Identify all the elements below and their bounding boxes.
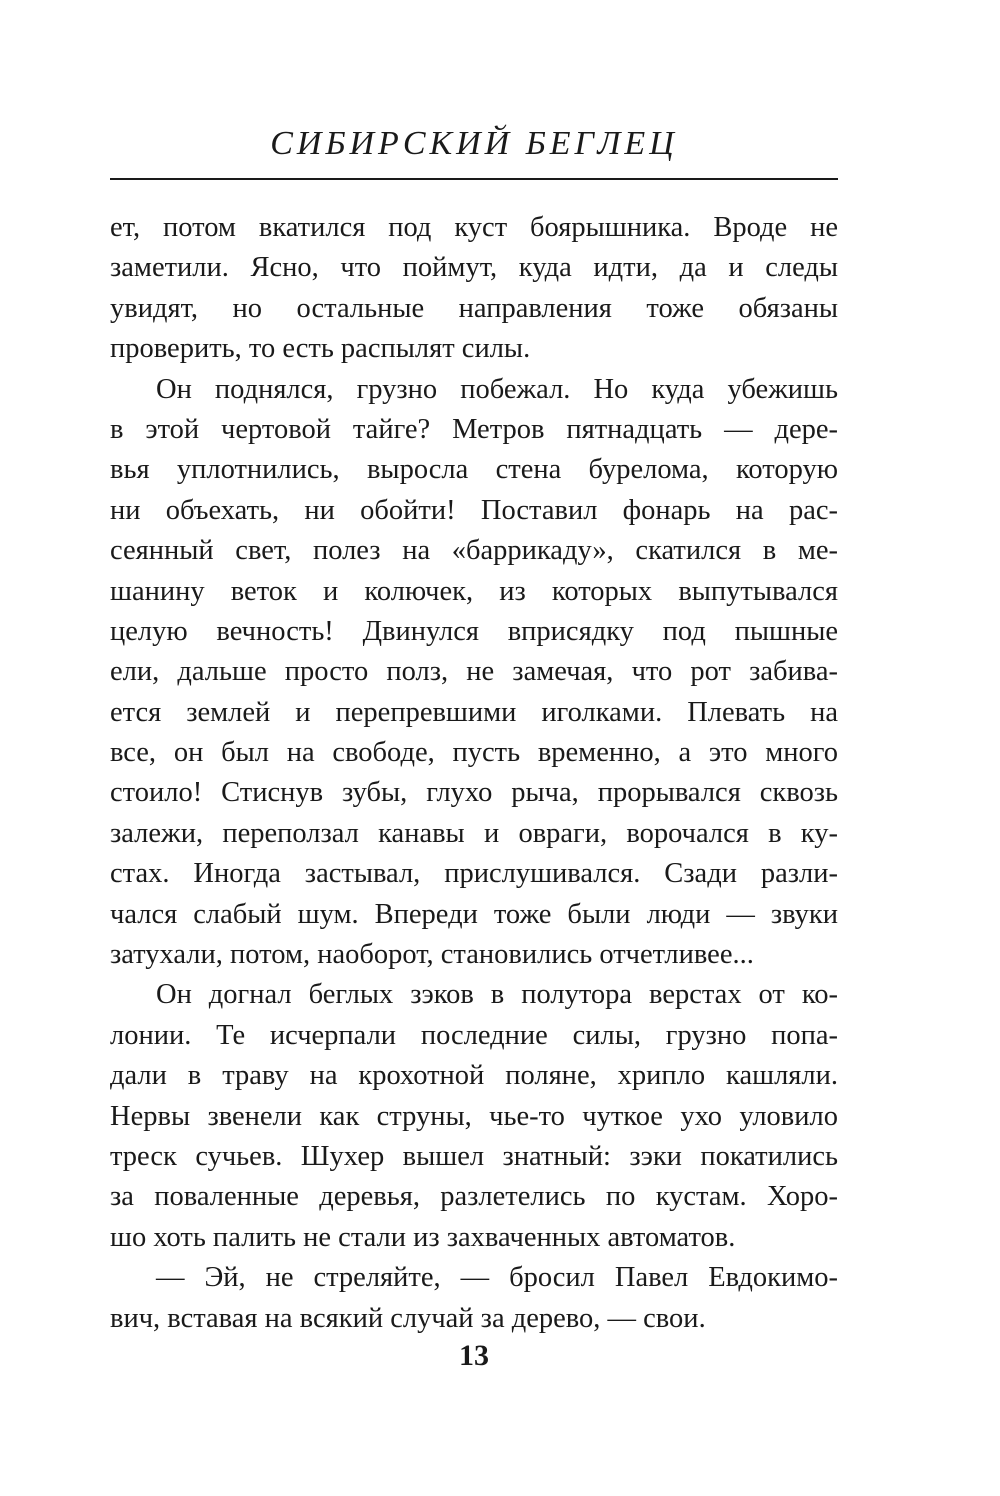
text-line: — Эй, не стреляйте, — бросил Павел Евдокимо- (156, 1262, 838, 1294)
text-line: ет, потом вкатился под куст боярышника. Вроде не (110, 212, 838, 243)
text-line: ни объехать, ни обойти! Поставил фонарь на рас- (110, 494, 838, 526)
text-line: шо хоть палить не стали из захваченных автоматов. (110, 1221, 736, 1253)
text-line: залежи, переползал канавы и овраги, ворочался в ку- (110, 817, 838, 849)
text-line: увидят, но остальные направления тоже обязаны (110, 292, 838, 324)
text-line: Он поднялся, грузно побежал. Но куда убежишь (156, 373, 838, 405)
text-line: треск сучьев. Шухер вышел знатный: зэки покатились (110, 1140, 838, 1172)
text-line: стах. Иногда застывал, прислушивался. Сзади разли- (110, 858, 838, 890)
text-line: сеянный свет, полез на «баррикаду», скатился в ме- (110, 535, 838, 567)
text-line: лонии. Те исчерпали последние силы, грузно попа- (110, 1019, 838, 1051)
body-text (110, 208, 838, 1339)
text-line: заметили. Ясно, что поймут, куда идти, да и следы (110, 252, 838, 284)
text-line: шанину веток и колючек, из которых выпутывался (110, 575, 838, 607)
text-line: в этой чертовой тайге? Метров пятнадцать — дере- (110, 413, 838, 445)
text-line: целую вечность! Двинулся вприсядку под пышные (110, 615, 838, 647)
text-line: Он догнал беглых зэков в полутора верстах от ко- (156, 979, 838, 1011)
text-line: проверить, то есть распылят силы. (110, 333, 531, 365)
text-line: чался слабый шум. Впереди тоже были люди — звуки (110, 898, 838, 930)
text-line: все, он был на свободе, пусть временно, а это много (110, 737, 838, 769)
text-line: вья уплотнились, выросла стена бурелома, которую (110, 454, 838, 486)
text-line: за поваленные деревья, разлетелись по кустам. Хоро- (110, 1181, 838, 1213)
running-head: СИБИРСКИЙ БЕГЛЕЦ (270, 125, 678, 162)
text-line: ется землей и перепревшими иголками. Плевать на (110, 696, 838, 728)
header-rule (110, 178, 838, 180)
text-line: затухали, потом, наоборот, становились отчетливее... (110, 939, 754, 971)
text-line: вич, вставая на всякий случай за дерево, — свои. (110, 1302, 706, 1334)
text-line: стоило! Стиснув зубы, глухо рыча, прорывался сквозь (110, 777, 838, 809)
text-line: Нервы звенели как струны, чье-то чуткое ухо уловило (110, 1100, 838, 1132)
text-line: ели, дальше просто полз, не замечая, что рот забива- (110, 656, 838, 688)
page-number: 13 (459, 1339, 489, 1372)
text-line: дали в траву на крохотной поляне, хрипло кашляли. (110, 1060, 838, 1092)
